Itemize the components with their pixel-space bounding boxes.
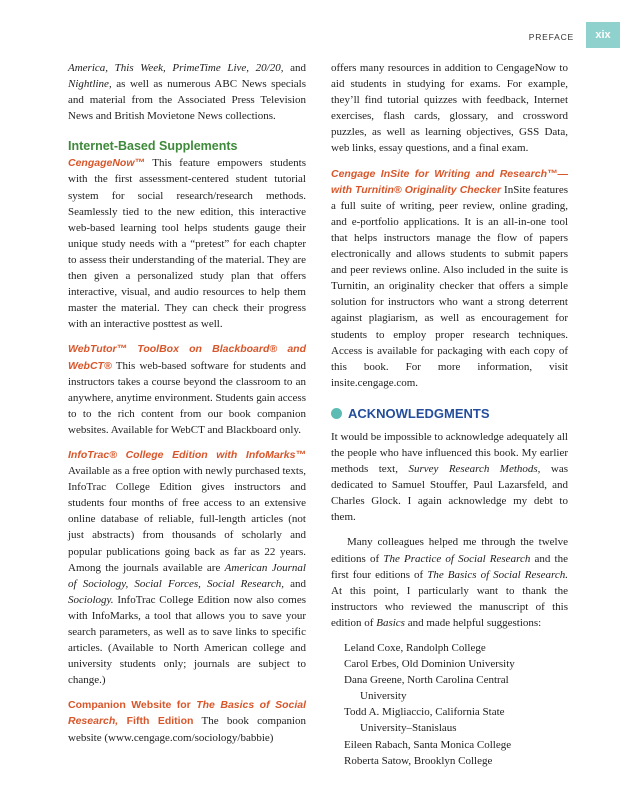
companion-website-paragraph: Companion Website for The Basics of Social Research, Fifth Edition The book companion website (www.cengage.com/sociology/babbie) xyxy=(68,699,307,744)
run-in-head: Companion Website for xyxy=(68,699,197,712)
right-column xyxy=(331,60,568,769)
page-number: xix xyxy=(586,22,620,48)
running-header: PREFACE xyxy=(528,32,574,42)
left-column xyxy=(68,60,306,755)
reviewer-list xyxy=(331,640,568,769)
reviewer-item: Todd A. Migliaccio, California State University–Stanislaus xyxy=(344,706,505,735)
insite-paragraph: Cengage InSite for Writing and Research™—with Turnitin® Originality Checker InSite features a full suite of writing, peer review, online grading, and e-portfolio applications. It is an all-in-one tool that helps instructors manage the flow of papers electronically and allows students to submit papers and peer reviews online. Also included in the suite is Turnitin, an originality checker that offers a simple solution for instructors who want a strong deterrent against plagiarism, as well as encouragement for students to employ proper research techniques. Access is available for packaging with each copy of this book. For more information, visit insite.cengage.com. xyxy=(331,167,568,389)
reviewer-item: Roberta Satow, Brooklyn College xyxy=(344,754,493,767)
reviewer-item: Dana Greene, North Carolina Central University xyxy=(344,674,509,703)
run-in-head: Cengage InSite for Writing and Research™—with Turnitin® Originality Checker xyxy=(331,167,568,196)
section-heading-internet-supplements: Internet-Based Supplements xyxy=(68,139,238,154)
section-heading-acknowledgments: ACKNOWLEDGMENTS xyxy=(331,405,568,423)
colleagues-paragraph: Many colleagues helped me through the twelve editions of The Practice of Social Research and the first four editions of The Basics of Social Research. At this point, I particularly want to thank the instructors who reviewed the manuscript of this edition of Basics and made helpful suggestions: xyxy=(331,536,568,629)
infotrac-paragraph: InfoTrac® College Edition with InfoMarks™ Available as a free option with newly purchased texts, InfoTrac College Edition gives instructors and students four months of free access to an extensive online database of reliable, full-length articles (not just abstracts) from thousands of scholarly and popular publications going back as far as 22 years. Among the journals available are American Journal of Sociology, Social Forces, Social Research, and Sociology. InfoTrac College Edition now also comes with InfoMarks, a tool that allows you to save your search parameters, as well as to save links to specific articles. (Available to North American college and university students only; journals are subject to change.) xyxy=(68,448,306,687)
run-in-head: InfoTrac® College Edition with InfoMarks™ xyxy=(68,448,306,461)
run-in-head: WebTutor™ ToolBox on Blackboard® and WebCT® xyxy=(68,343,306,372)
media-paragraph: America, This Week, PrimeTime Live, 20/20, and Nightline, as well as numerous ABC News specials and material from the Associated Press Television News and British Movietone News collections. xyxy=(68,62,306,123)
circle-bullet-icon xyxy=(331,408,342,419)
reviewer-item: Eileen Rabach, Santa Monica College xyxy=(344,738,512,751)
cengagenow-paragraph: CengageNow™ This feature empowers students with the first assessment-centered student tutorial system for social research/research methods. Seamlessly tied to the new edition, this interactive web-based learning tool helps students gauge their unique study needs with a “pretest” for each chapter to assess their understanding of the material. They are then given a personalized study plan that offers interactive, visual, and audio resources to help them master the material. They can check their progress with an interactive posttest as well. xyxy=(68,157,306,331)
reviewer-item: Leland Coxe, Randolph College xyxy=(344,642,486,654)
run-in-head: CengageNow™ xyxy=(68,157,146,170)
acknowledgment-paragraph: It would be impossible to acknowledge adequately all the people who have influenced this book. My earlier methods text, Survey Research Methods, was dedicated to Samuel Stouffer, Paul Lazarsfeld, and Charles Glock. I again acknowledge my debt to them. xyxy=(331,430,568,524)
webtutor-paragraph: WebTutor™ ToolBox on Blackboard® and WebCT® This web-based software for students and instructors takes a course beyond the classroom to an anywhere, anytime environment. Students gain access to to the rich content from our book companion websites. Available for WebCT and Blackboard only. xyxy=(68,343,306,436)
reviewer-item: Carol Erbes, Old Dominion University xyxy=(344,658,515,671)
companion-continued-paragraph: offers many resources in addition to CengageNow to aid students in studying for exams. For example, they’ll find tutorial quizzes with feedback, Internet exercises, flash cards, glossary, and crossword puzzles, as well as learning objectives, GSS Data, web links, essay questions, and a final exam. xyxy=(331,62,568,155)
